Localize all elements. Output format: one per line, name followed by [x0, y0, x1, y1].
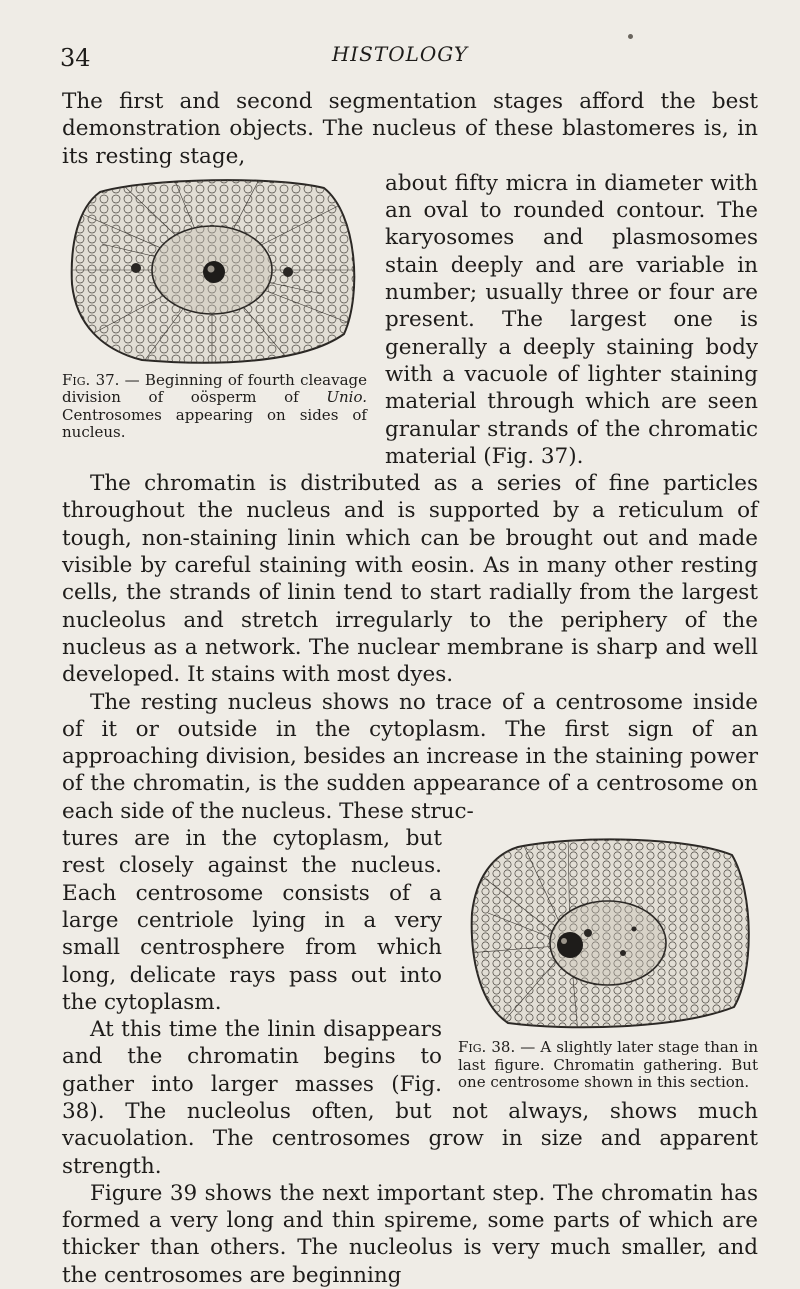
figure-37-caption	[62, 372, 367, 442]
figure-38-caption	[458, 1039, 758, 1092]
figure-38-label: Fig. 38.	[458, 1038, 516, 1057]
running-title: HISTOLOGY	[331, 42, 469, 66]
paragraph-1-opening: The first and second segmentation stages afford the best demonstration objects. The nucleus of these blastomeres is, in its resting stage,	[62, 89, 758, 169]
paragraph-3: The resting nucleus shows no trace of a centrosome inside of it or outside in the cytoplasm. The first sign of an approaching division, besides an increase in the staining power of the chromatin, is the sudden appearance of a centrosome on each side of the nucleus. These struc-	[62, 689, 758, 824]
figure-37-illustration	[62, 174, 367, 366]
paragraph-4: At this time the linin disappears and the chromatin begins to gather into larger masses (Fig. 38). The nucleolus often, but not always, shows much vacuolation. The centrosomes grow in size and apparent strength.	[62, 1017, 758, 1179]
figure-37-genus: Unio.	[326, 388, 367, 407]
figure-37-caption-end: Centrosomes appearing on sides of nucleus.	[62, 405, 367, 442]
figure-38-caption-text: — A slightly later stage than in last figure. Chromatin gathering. But one centrosome shown in this section.	[458, 1038, 758, 1092]
figure-37	[62, 174, 367, 442]
page-body	[62, 88, 758, 1289]
figure-37-label: Fig. 37.	[62, 370, 120, 389]
ink-speck	[628, 34, 633, 39]
figure-38	[458, 833, 758, 1092]
paragraph-2: The chromatin is distributed as a series of fine particles throughout the nucleus and is supported by a reticulum of tough, non-staining linin which can be brought out and made visible by careful staining with eosin. As in many other resting cells, the strands of linin tend to start radially from the largest nucleolus and stretch irregularly to the periphery of the nucleus as a network. The nuclear membrane is sharp and well developed. It stains with most dyes.	[62, 471, 758, 688]
paragraph-3-continued: tures are in the cytoplasm, but rest closely against the nucleus. Each centrosome consists of a large centriole lying in a very small centrosphere from which long, delicate rays pass out into the cytoplasm.	[62, 826, 442, 1015]
figure-38-illustration	[458, 833, 758, 1033]
paragraph-5: Figure 39 shows the next important step. The chromatin has formed a very long and thin spireme, some parts of which are thicker than others. The nucleolus is very much smaller, and the centrosomes are beginning	[62, 1180, 758, 1288]
figure-37-caption-text: — Beginning of fourth cleavage division of oösperm of	[62, 370, 367, 407]
paragraph-1-continued: about fifty micra in diameter with an oval to rounded contour. The karyosomes and plasmosomes stain deeply and are variable in number; usually three or four are present. The largest one is generally a deeply staining body with a vacuole of lighter staining material through which are seen granular strands of the chromatic material (Fig. 37).	[385, 170, 758, 469]
page-number: 34	[60, 44, 91, 72]
